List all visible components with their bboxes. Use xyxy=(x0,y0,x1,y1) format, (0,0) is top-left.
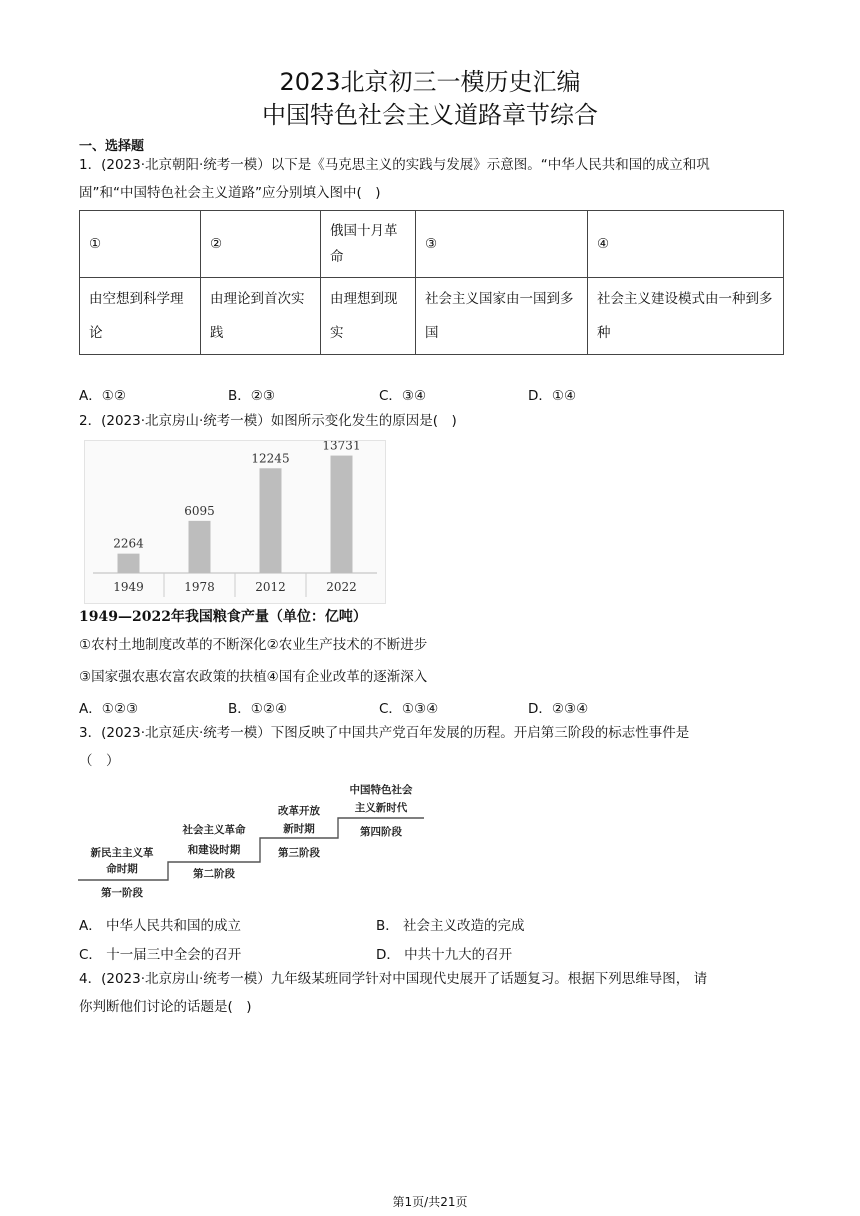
q2-option-c[interactable]: C．①③④ xyxy=(379,701,439,717)
q1-stem-line2: 固”和“中国特色社会主义道路”应分别填入图中( ) xyxy=(79,185,381,201)
bar-1978 xyxy=(189,521,211,573)
stage4-title-l2: 主义新时代 xyxy=(354,802,408,814)
table-cell: 由空想到科学理论 xyxy=(80,278,201,355)
stage2-title-l1: 社会主义革命 xyxy=(182,824,246,836)
stage3-title-l1: 改革开放 xyxy=(278,805,320,817)
table-row xyxy=(80,278,784,355)
q1-option-a[interactable]: A．①② xyxy=(79,388,126,404)
tick-label-2022: 2022 xyxy=(326,580,357,594)
table-cell: 俄国十月革命 xyxy=(321,211,416,278)
table-cell: 社会主义建设模式由一种到多种 xyxy=(588,278,784,355)
q3-option-c[interactable]: C． 十一届三中全会的召开 xyxy=(79,947,242,963)
q2-item-line2: ③国家强农惠农富农政策的扶植④国有企业改革的逐渐深入 xyxy=(79,669,428,685)
data-label-2022: 13731 xyxy=(322,441,361,453)
table-cell: 由理想到现实 xyxy=(321,278,416,355)
q3-stem-line1: 3．(2023·北京延庆·统考一模）下图反映了中国共产党百年发展的历程。开启第三阶段的标志性事件是 xyxy=(79,725,690,741)
q1-option-c[interactable]: C．③④ xyxy=(379,388,427,404)
chart-caption: 1949—2022年我国粮食产量（单位：亿吨） xyxy=(79,609,367,625)
bar-2022 xyxy=(331,456,353,573)
q1-table xyxy=(79,210,784,355)
page-footer: 第1页/共21页 xyxy=(392,1195,468,1209)
q3-option-d[interactable]: D． 中共十九大的召开 xyxy=(376,947,513,963)
table-cell: 社会主义国家由一国到多国 xyxy=(416,278,588,355)
q3-option-a[interactable]: A． 中华人民共和国的成立 xyxy=(79,918,242,934)
stage-staircase-diagram xyxy=(76,778,426,904)
stage4-title-l1: 中国特色社会 xyxy=(349,784,413,796)
q2-item-line1: ①农村土地制度改革的不断深化②农业生产技术的不断进步 xyxy=(79,637,428,653)
tick-label-2012: 2012 xyxy=(255,580,286,594)
grain-bar-chart xyxy=(84,440,386,604)
data-label-2012: 12245 xyxy=(251,451,290,466)
q1-option-b[interactable]: B．②③ xyxy=(228,388,275,404)
q4-stem-line1: 4．(2023·北京房山·统考一模）九年级某班同学针对中国现代史展开了话题复习。根据下列思维导图， 请 xyxy=(79,971,708,987)
q2-option-b[interactable]: B．①②④ xyxy=(228,701,288,717)
stage4-label: 第四阶段 xyxy=(360,826,402,838)
table-row xyxy=(80,211,784,278)
q2-option-a[interactable]: A．①②③ xyxy=(79,701,139,717)
doc-title-line2: 中国特色社会主义道路章节综合 xyxy=(262,101,598,129)
table-cell: ② xyxy=(201,211,321,278)
chart-svg xyxy=(85,441,385,603)
section-heading: 一、选择题 xyxy=(79,139,145,154)
q3-stem xyxy=(79,719,784,775)
q2-stem: 2．(2023·北京房山·统考一模）如图所示变化发生的原因是( ) xyxy=(79,413,457,429)
table-cell: ① xyxy=(80,211,201,278)
stage3-title-l2: 新时期 xyxy=(283,823,315,835)
q1-stem xyxy=(79,151,784,207)
q3-option-b[interactable]: B． 社会主义改造的完成 xyxy=(376,918,525,934)
q2-items xyxy=(79,631,784,691)
q1-stem-line1: 1．(2023·北京朝阳·统考一模）以下是《马克思主义的实践与发展》示意图。“中华人民共和国的成立和巩 xyxy=(79,157,710,173)
table-cell: ④ xyxy=(588,211,784,278)
q3-stem-line2: （ ） xyxy=(79,753,120,769)
stage2-label: 第二阶段 xyxy=(193,868,235,880)
data-label-1949: 2264 xyxy=(113,536,144,551)
tick-label-1949: 1949 xyxy=(113,580,144,594)
stage1-label: 第一阶段 xyxy=(101,887,143,899)
bar-2012 xyxy=(260,468,282,573)
stage1-title-l1: 新民主主义革 xyxy=(90,847,154,859)
stage3-label: 第三阶段 xyxy=(278,847,320,859)
stage1-title-l2: 命时期 xyxy=(106,863,138,875)
data-label-1978: 6095 xyxy=(184,503,215,518)
tick-label-1978: 1978 xyxy=(184,580,215,594)
q4-stem-line2: 你判断他们讨论的话题是( ) xyxy=(79,999,252,1015)
q4-stem xyxy=(79,965,784,1021)
table-cell: 由理论到首次实践 xyxy=(201,278,321,355)
q1-option-d[interactable]: D．①④ xyxy=(528,388,577,404)
table-cell: ③ xyxy=(416,211,588,278)
stage2-title-l2: 和建设时期 xyxy=(187,844,241,856)
bar-1949 xyxy=(118,554,140,573)
doc-title-line1: 2023北京初三一模历史汇编 xyxy=(279,68,581,96)
q2-option-d[interactable]: D．②③④ xyxy=(528,701,589,717)
